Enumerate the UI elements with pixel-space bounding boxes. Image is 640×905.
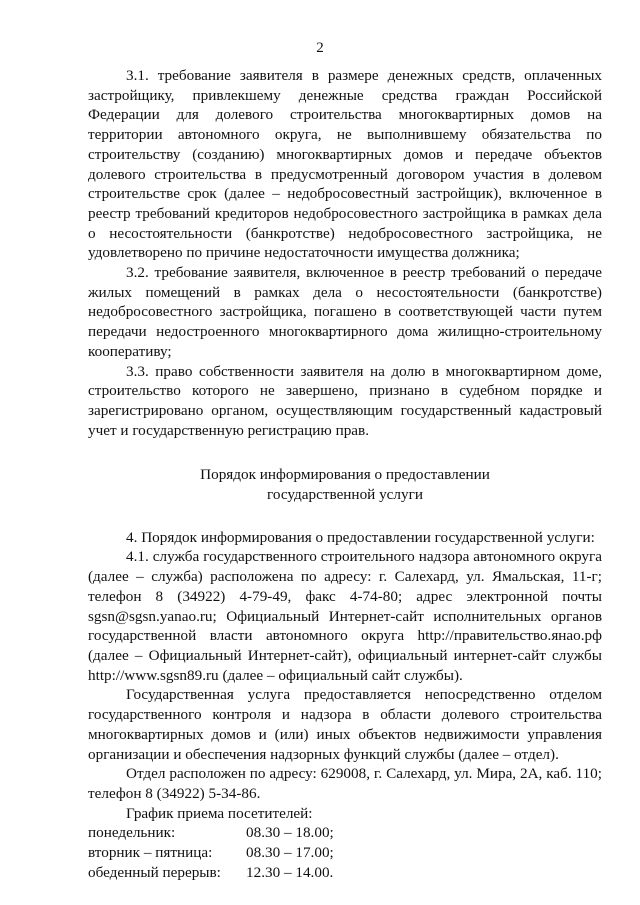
schedule-table: [88, 823, 602, 882]
paragraph-3-3: 3.3. право собственности заявителя на долю в многоквартирном доме, строительство которого не завершено, признано в судебном порядке и зарегистрировано органом, осуществляющим государственный кадастровый учет и государственную регистрацию прав.: [88, 362, 602, 439]
paragraph-4-1: 4.1. служба государственного строительного надзора автономного округа (далее – служба) расположена по адресу: г. Салехард, ул. Ямальская, 11-г; телефон 8 (34922) 4-79-49, факс 4-74-80; адрес электронной почты sgsn@sgsn.yanao.ru; Официальный Интернет-сайт исполнительных органов государственной власти автономного округа http://правительство.янао.рф (далее – Официальный Интернет-сайт), официальный интернет-сайт службы http://www.sgsn89.ru (далее – официальный сайт службы).: [88, 548, 602, 684]
schedule-time: 08.30 – 17.00;: [246, 844, 334, 862]
schedule-row: [88, 823, 602, 843]
schedule-day: понедельник:: [88, 824, 176, 842]
paragraph-department-address: Отдел расположен по адресу: 629008, г. Салехард, ул. Мира, 2А, каб. 110; телефон 8 (34922) 5-34-86.: [88, 765, 602, 802]
schedule-row: [88, 863, 602, 883]
paragraph-department: Государственная услуга предоставляется непосредственно отделом государственного контроля и надзора в области долевого строительства многоквартирных домов и (или) иных объектов недвижимости управления организации и обеспечения надзорных функций службы (далее – отдел).: [88, 686, 602, 763]
page-number: 2: [316, 40, 324, 56]
schedule-day: вторник – пятница:: [88, 844, 213, 862]
paragraph-4: 4. Порядок информирования о предоставлении государственной услуги:: [126, 528, 595, 546]
document-body: [88, 66, 602, 882]
schedule-row: [88, 843, 602, 863]
schedule-day: обеденный перерыв:: [88, 863, 221, 881]
section-heading-line-1: Порядок информирования о предоставлении: [200, 466, 490, 484]
schedule-time: 12.30 – 14.00.: [246, 863, 334, 881]
paragraph-3-1: 3.1. требование заявителя в размере денежных средств, оплаченных застройщику, привлекшему денежные средства граждан Российской Федерации для долевого строительства многоквартирных домов на территории автономного округа, не выполнившему обязательства по строительству (созданию) многоквартирных домов и передаче объектов долевого строительства в предусмотренный договором участия в долевом строительстве срок (далее – недобросовестный застройщик), включенное в реестр требований кредиторов недобросовестного застройщика в рамках дела о несостоятельности (банкротстве) недобросовестного застройщика, не удовлетворено по причине недостаточности имущества должника;: [88, 67, 602, 262]
paragraph-3-2: 3.2. требование заявителя, включенное в реестр требований о передаче жилых помещений в рамках дела о несостоятельности (банкротстве) недобросовестного застройщика, погашено в соответствующей части путем передачи недостроенного многоквартирного дома жилищно-строительному кооперативу;: [88, 264, 602, 360]
section-heading: [88, 465, 602, 504]
schedule-title: График приема посетителей:: [126, 804, 313, 822]
schedule-time: 08.30 – 18.00;: [246, 824, 334, 842]
section-heading-line-2: государственной услуги: [267, 486, 423, 504]
